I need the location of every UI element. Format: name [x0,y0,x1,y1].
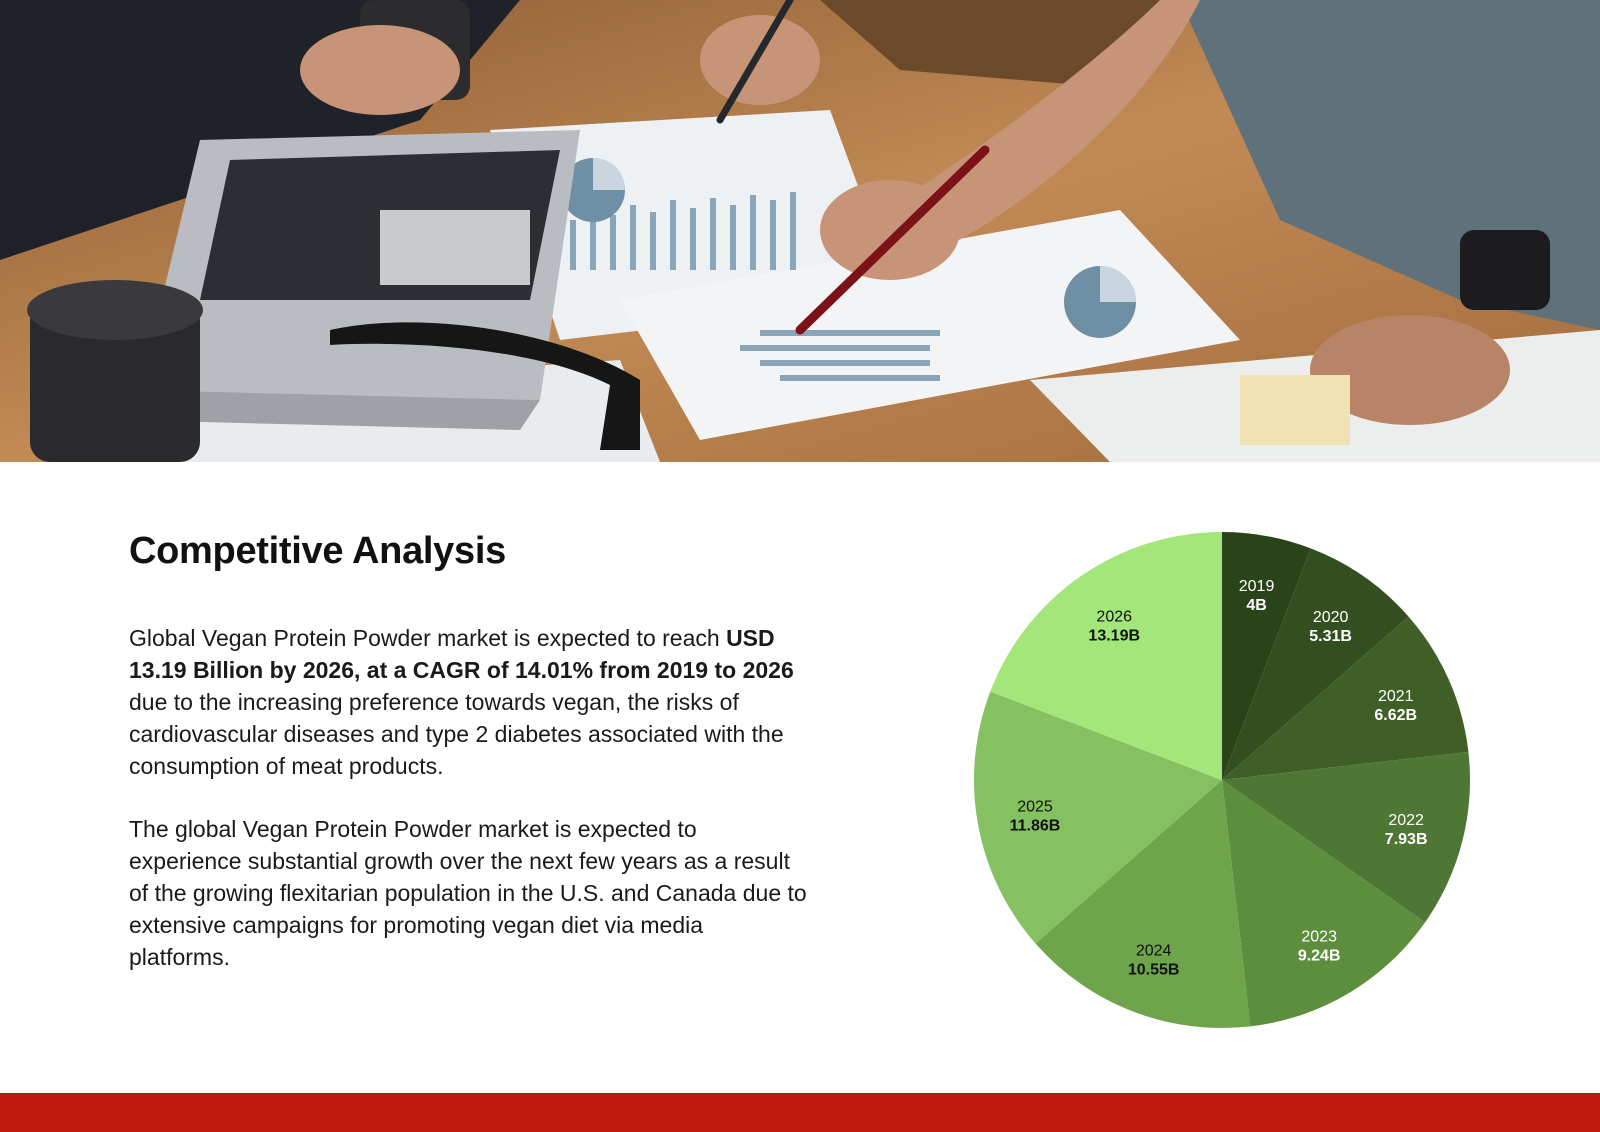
intro-highlight: USD 13.19 Billion by 2026, at a CAGR of 14.01% from 2019 to 2026 [129,625,794,683]
pie-chart-svg [972,530,1472,1030]
pie-label-value-2025: 11.86B [1009,817,1061,835]
pie-label-year-2025: 2025 [1017,798,1053,816]
growth-paragraph: The global Vegan Protein Powder market is expected to experience substantial growth over the next few years as a result of the growing flexitarian population in the U.S. and Canada due to extensive campaigns for promoting vegan diet via media platforms. [129,816,807,970]
page-title: Competitive Analysis [129,530,506,572]
pie-label-year-2022: 2022 [1388,811,1424,829]
pie-label-value-2026: 13.19B [1088,627,1141,645]
intro-text-a: Global Vegan Protein Powder market is expected to reach [129,625,727,651]
pie-label-value-2024: 10.55B [1127,961,1180,979]
intro-text-c: due to the increasing preference towards vegan, the risks of cardiovascular diseases and type 2 diabetes associated with the consumption of meat products. [129,689,784,779]
footer-bar [0,1093,1600,1132]
pie-label-value-2022: 7.93B [1384,830,1428,848]
hero-photo [0,0,1600,462]
pie-label-year-2026: 2026 [1096,608,1133,626]
business-meeting-photo-icon [0,0,1600,462]
pie-label-value-2019: 4B [1246,597,1267,615]
pie-label-year-2023: 2023 [1301,928,1337,946]
market-size-pie-chart [972,530,1472,1030]
pie-label-year-2021: 2021 [1377,688,1414,706]
pie-label-year-2020: 2020 [1312,609,1349,627]
pie-label-year-2019: 2019 [1238,578,1275,596]
pie-label-year-2024: 2024 [1135,942,1172,960]
intro-paragraph [129,622,809,782]
pie-label-value-2023: 9.24B [1297,947,1341,965]
pie-label-value-2020: 5.31B [1309,628,1352,646]
pie-label-value-2021: 6.62B [1374,707,1418,725]
